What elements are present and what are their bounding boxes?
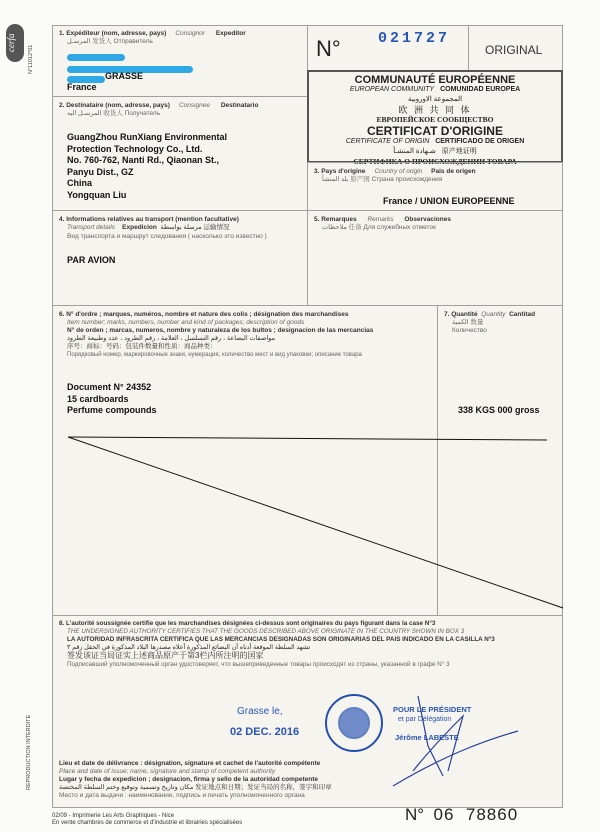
- origin-label-en: Country of origin: [374, 168, 423, 175]
- transport-label-other: مرسلة بواسطة 运输情况: [160, 224, 230, 231]
- community-en: EUROPEAN COMMUNITY: [349, 86, 435, 93]
- certify-es: LA AUTORIDAD INFRASCRITA CERTIFICA QUE LAS MERCANCIAS DESIGNADAS SON ORIGINARIAS DEL PAIS INDICADO EN LA CASILLA N°3: [67, 636, 495, 643]
- certificate-ar: شـهادة المنشـأ: [393, 148, 436, 155]
- goods-line: Document N° 24352: [67, 382, 152, 392]
- community-fr: COMMUNAUTÉ EUROPÉENNE: [354, 74, 516, 86]
- goods-label-en: Item number; marks, numbers, number and kind of packages; description of goods: [67, 319, 305, 326]
- certificate-es: CERTIFICADO DE ORIGEN: [435, 138, 525, 145]
- community-zh: 欧 洲 共 同 体: [398, 105, 472, 115]
- quantity-label: 7. Quantité: [444, 311, 478, 318]
- goods-label-ru: Порядковый номер, маркировочные знаки, нумерация, количество мест и вид упаковки; описание товара: [67, 352, 362, 358]
- origin-label-es: Pais de origen: [431, 168, 476, 175]
- goods-label-es: N° de orden ; marcas, numeros, nombre y naturaleza de los bultos ; designacion de las mercancias: [67, 327, 374, 334]
- remarks-label-es: Observaciones: [404, 216, 451, 223]
- issue-label-ar-zh: مكان وتاريخ وتسمية وتوقيع وختم السلطة المختصة 发证地点和日期；发证当局的名称，签字和印章: [59, 784, 332, 791]
- certify-zh: 签发该证当局证实上述商品原产于第3栏内所注明的国家: [67, 651, 264, 660]
- consignor-country: France: [67, 82, 97, 92]
- issue-label-en: Place and date of issue; name, signature and stamp of competent authority: [59, 768, 276, 775]
- address-line: Protection Technology Co., Ltd.: [67, 143, 203, 154]
- cancel-line-horizontal: [68, 437, 547, 440]
- certificate-en: CERTIFICATE OF ORIGIN: [345, 138, 430, 145]
- quantity-label-es: Cantitad: [509, 311, 536, 318]
- quantity-label-en: Quantity: [481, 311, 506, 318]
- consignee-label-es: Destinatario: [220, 102, 259, 109]
- signatory-delegation: et par Délégation: [398, 716, 452, 723]
- certify-ar: تشهد السلطة الموقعة أدناه أن البضائع المذكورة أعلاه مصدرها البلاد المذكورة في الحقل رقم ٣: [67, 644, 311, 651]
- serial-number: [405, 805, 518, 825]
- certificate-ru: СЕРТИФИКА О ПРОИСХОЖДЕНИИ ТОВАРА: [353, 157, 517, 166]
- address-line: GuangZhou RunXiang Environmental: [67, 132, 228, 142]
- number-label: N°: [316, 36, 341, 61]
- community-es: COMUNIDAD EUROPEA: [440, 86, 521, 93]
- serial-value: 06 78860: [433, 805, 519, 824]
- transport-value: PAR AVION: [67, 255, 116, 265]
- issue-label-ru: Место и дата выдачи : наименование, подпись и печать уполномоченного органа: [59, 792, 305, 799]
- consignor-label-es: Expeditor: [215, 30, 246, 37]
- goods-label-ar: مواصفات البضاعة ، رقم التسلسل ، العلامة ، رقم الطرود ، عدد وطبيعة الطرود: [67, 335, 275, 342]
- serial-label: N°: [405, 805, 425, 824]
- consignor-label-en: Consignor: [175, 30, 205, 37]
- origin-label-other: بلد المنشأ 原产国 Страна происхождения: [322, 176, 443, 183]
- certify-ru: Подписавший уполномоченный орган удостоверяет, что вышеприведенные товары происходят из страны, указанной в графе N° 3: [67, 661, 450, 668]
- transport-label-ru: Вид транспорта и маршрут следования ( насколько это известно ): [67, 233, 267, 240]
- origin-value: France / UNION EUROPEENNE: [383, 196, 515, 206]
- transport-label: 4. Informations relatives au transport (mention facultative): [59, 216, 239, 223]
- address-line: Yongquan Liu: [67, 189, 127, 200]
- consignee-label-en: Consignee: [178, 102, 211, 109]
- consignee-label-other: المرسـل اليه 收货人 Получатель: [67, 110, 161, 117]
- printer-info: [52, 813, 242, 827]
- certificate-number: 021727: [378, 30, 451, 47]
- original-label: ORIGINAL: [485, 43, 543, 57]
- quantity-label-ru: Количество: [452, 327, 487, 334]
- form-number: N°11012*01: [28, 44, 34, 74]
- remarks-label-other: ملاحظات 任备 Для служебных отметок: [322, 224, 436, 231]
- address-line: China: [67, 178, 93, 188]
- certify-en: THE UNDERSIGNED AUTHORITY CERTIFIES THAT THE GOODS DESCRIBED ABOVE ORIGINATE IN THE COUNTRY SHOWN IN BOX 3: [67, 628, 465, 635]
- goods-line: 15 cardboards: [67, 393, 129, 404]
- issue-place: Grasse le,: [237, 706, 283, 717]
- consignor-label: 1. Expéditeur (nom, adresse, pays): [59, 30, 167, 37]
- certificate-fr: CERTIFICAT D'ORIGINE: [367, 124, 503, 138]
- sale-line: En vente chambres de commerce et d'industrie et librairies spécialisées: [52, 820, 243, 826]
- transport-label-es: Expedicion: [122, 224, 157, 231]
- origin-label: 3. Pays d'origine: [314, 168, 366, 175]
- community-ru: ЕВРОПЕЙСКОЕ СООБЩЕСТВО: [376, 115, 494, 124]
- community-ar: المجموعة الاوروبية: [407, 96, 463, 103]
- box-certification: [52, 615, 563, 808]
- cancel-line-diagonal: [68, 437, 563, 608]
- goods-label: 6. N° d'ordre ; marques, numéros, nombre et nature des colis ; désignation des marchandises: [59, 311, 349, 318]
- consignee-label: 2. Destinataire (nom, adresse, pays): [59, 102, 170, 109]
- cerfa-logo: cerfa: [6, 24, 24, 62]
- reproduction-notice: REPRODUCTION INTERDITE: [26, 714, 32, 790]
- address-line: Panyu Dist., GZ: [67, 166, 134, 177]
- transport-label-en: Transport details: [67, 224, 115, 231]
- quantity-label-other: الكمية 数量: [452, 319, 484, 326]
- signatory-name: Jérôme LABESTE: [395, 733, 459, 742]
- issue-label-es: Lugar y fecha de expedicion ; designacion, firma y sello de la autoridad competente: [59, 776, 318, 783]
- printer-line: 02/09 - Imprimerie Les Arts Graphiques - Nice: [52, 813, 175, 819]
- consignor-label-other: المرسـل 发货人 Отправитель: [67, 38, 153, 45]
- goods-label-zh: 序号：商标：号码：包装件数量和性质：商品种类：: [67, 343, 217, 350]
- issue-label-fr: Lieu et date de délivrance : désignation, signature et cachet de l'autorité compétente: [59, 760, 321, 767]
- address-line: No. 760-762, Nanti Rd., Qiaonan St.,: [67, 155, 220, 165]
- signatory-title: POUR LE PRÉSIDENT: [393, 705, 472, 714]
- certify-fr: 8. L'autorité soussignée certifie que les marchandises désignées ci-dessus sont originaires du pays figurant dans la case N°3: [59, 620, 436, 627]
- remarks-label: 5. Remarques: [314, 216, 357, 223]
- goods-line: Perfume compounds: [67, 405, 157, 415]
- consignor-city: GRASSE: [105, 71, 144, 81]
- quantity-value: 338 KGS 000 gross: [458, 405, 540, 415]
- issue-date: 02 DEC. 2016: [230, 726, 300, 738]
- remarks-label-en: Remarks: [367, 216, 394, 223]
- certificate-zh: 原产地证明: [441, 148, 477, 155]
